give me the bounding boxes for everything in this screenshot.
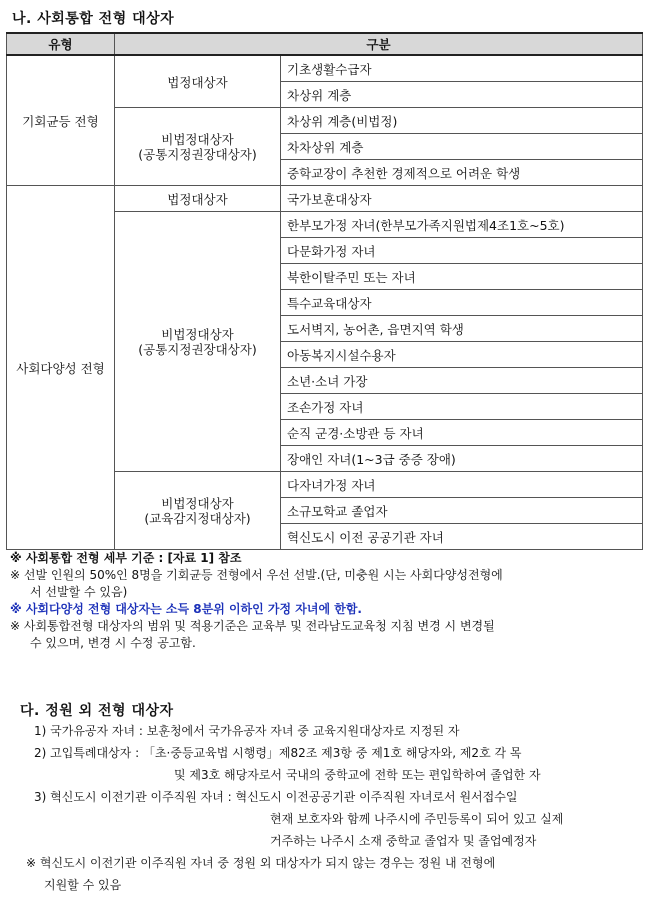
list-item-innovation-city-cont: 현재 보호자와 함께 나주시에 주민등록이 되어 있고 실제 <box>270 812 564 826</box>
note-priority-selection-cont: 서 선발할 수 있음) <box>30 585 128 599</box>
item-cell: 소규모학교 졸업자 <box>281 498 643 524</box>
nonlegal-sublabel: (공통지정권장대상자) <box>138 341 257 357</box>
type-cell-equal-opportunity: 기회균등 전형 <box>7 55 115 186</box>
table-header-row <box>7 33 643 55</box>
nonlegal-label: 비법정대상자 <box>161 326 234 342</box>
section-title-na: 나. 사회통합 전형 대상자 <box>12 11 175 27</box>
nonlegal-target-cell <box>115 212 281 472</box>
item-cell: 차차상위 계층 <box>281 134 643 160</box>
note-detail-criteria: ※ 사회통합 전형 세부 기준 : [자료 1] 참조 <box>10 551 242 565</box>
item-cell: 소년·소녀 가장 <box>281 368 643 394</box>
table-row <box>7 55 643 82</box>
notes-block <box>10 550 640 652</box>
item-cell: 차상위 계층(비법정) <box>281 108 643 134</box>
section-title-da: 다. 정원 외 전형 대상자 <box>20 703 174 719</box>
item-cell: 특수교육대상자 <box>281 290 643 316</box>
target-table <box>6 32 643 550</box>
list-item-innovation-city: 3) 혁신도시 이전기관 이주직원 자녀 : 혁신도시 이전공공기관 이주직원 자녀로서 원서접수일 <box>34 790 518 804</box>
item-cell: 도서벽지, 농어촌, 읍면지역 학생 <box>281 316 643 342</box>
item-cell: 북한이탈주민 또는 자녀 <box>281 264 643 290</box>
item-cell: 순직 군경·소방관 등 자녀 <box>281 420 643 446</box>
note-innovation-city-cont: 지원할 수 있음 <box>44 878 122 892</box>
item-cell: 장애인 자녀(1~3급 중증 장애) <box>281 446 643 472</box>
nonlegal-sublabel: (교육감지정대상자) <box>144 510 251 526</box>
note-innovation-city: ※ 혁신도시 이전기관 이주직원 자녀 중 정원 외 대상자가 되지 않는 경우는 정원 내 전형에 <box>26 856 496 870</box>
item-cell: 한부모가정 자녀(한부모가족지원법제4조1호~5호) <box>281 212 643 238</box>
item-cell: 중학교장이 추천한 경제적으로 어려운 학생 <box>281 160 643 186</box>
extra-quota-list <box>26 720 644 896</box>
item-cell: 조손가정 자녀 <box>281 394 643 420</box>
legal-target-cell: 법정대상자 <box>115 55 281 108</box>
note-priority-selection: ※ 선발 인원의 50%인 8명을 기회균등 전형에서 우선 선발.(단, 미충원 시는 사회다양성전형에 <box>10 568 503 582</box>
item-cell: 아동복지시설수용자 <box>281 342 643 368</box>
nonlegal-sublabel: (공통지정권장대상자) <box>138 146 257 162</box>
item-cell: 차상위 계층 <box>281 82 643 108</box>
list-item-veterans: 1) 국가유공자 자녀 : 보훈청에서 국가유공자 자녀 중 교육지원대상자로 지정된 자 <box>34 724 460 738</box>
item-cell: 국가보훈대상자 <box>281 186 643 212</box>
list-item-innovation-city-cont2: 거주하는 나주시 소재 중학교 졸업자 및 졸업예정자 <box>270 834 537 848</box>
type-cell-social-diversity: 사회다양성 전형 <box>7 186 115 550</box>
item-cell: 혁신도시 이전 공공기관 자녀 <box>281 524 643 550</box>
note-criteria-change: ※ 사회통합전형 대상자의 범위 및 적용기준은 교육부 및 전라남도교육청 지침 변경 시 변경될 <box>10 619 495 633</box>
superintendent-target-cell <box>115 472 281 550</box>
legal-target-cell: 법정대상자 <box>115 186 281 212</box>
header-type: 유형 <box>7 33 115 55</box>
nonlegal-target-cell <box>115 108 281 186</box>
note-income-limit: ※ 사회다양성 전형 대상자는 소득 8분위 이하인 가정 자녀에 한함. <box>10 602 362 616</box>
table-row <box>7 186 643 212</box>
item-cell: 다문화가정 자녀 <box>281 238 643 264</box>
list-item-special-admission: 2) 고입특례대상자 : 「초·중등교육법 시행령」제82조 제3항 중 제1호 해당자와, 제2호 각 목 <box>34 746 522 760</box>
item-cell: 기초생활수급자 <box>281 55 643 82</box>
header-category: 구분 <box>115 33 643 55</box>
nonlegal-label: 비법정대상자 <box>161 495 234 511</box>
nonlegal-label: 비법정대상자 <box>161 131 234 147</box>
item-cell: 다자녀가정 자녀 <box>281 472 643 498</box>
note-criteria-change-cont: 수 있으며, 변경 시 수정 공고함. <box>30 636 196 650</box>
list-item-special-admission-cont: 및 제3호 해당자로서 국내의 중학교에 전학 또는 편입학하여 졸업한 자 <box>174 768 541 782</box>
